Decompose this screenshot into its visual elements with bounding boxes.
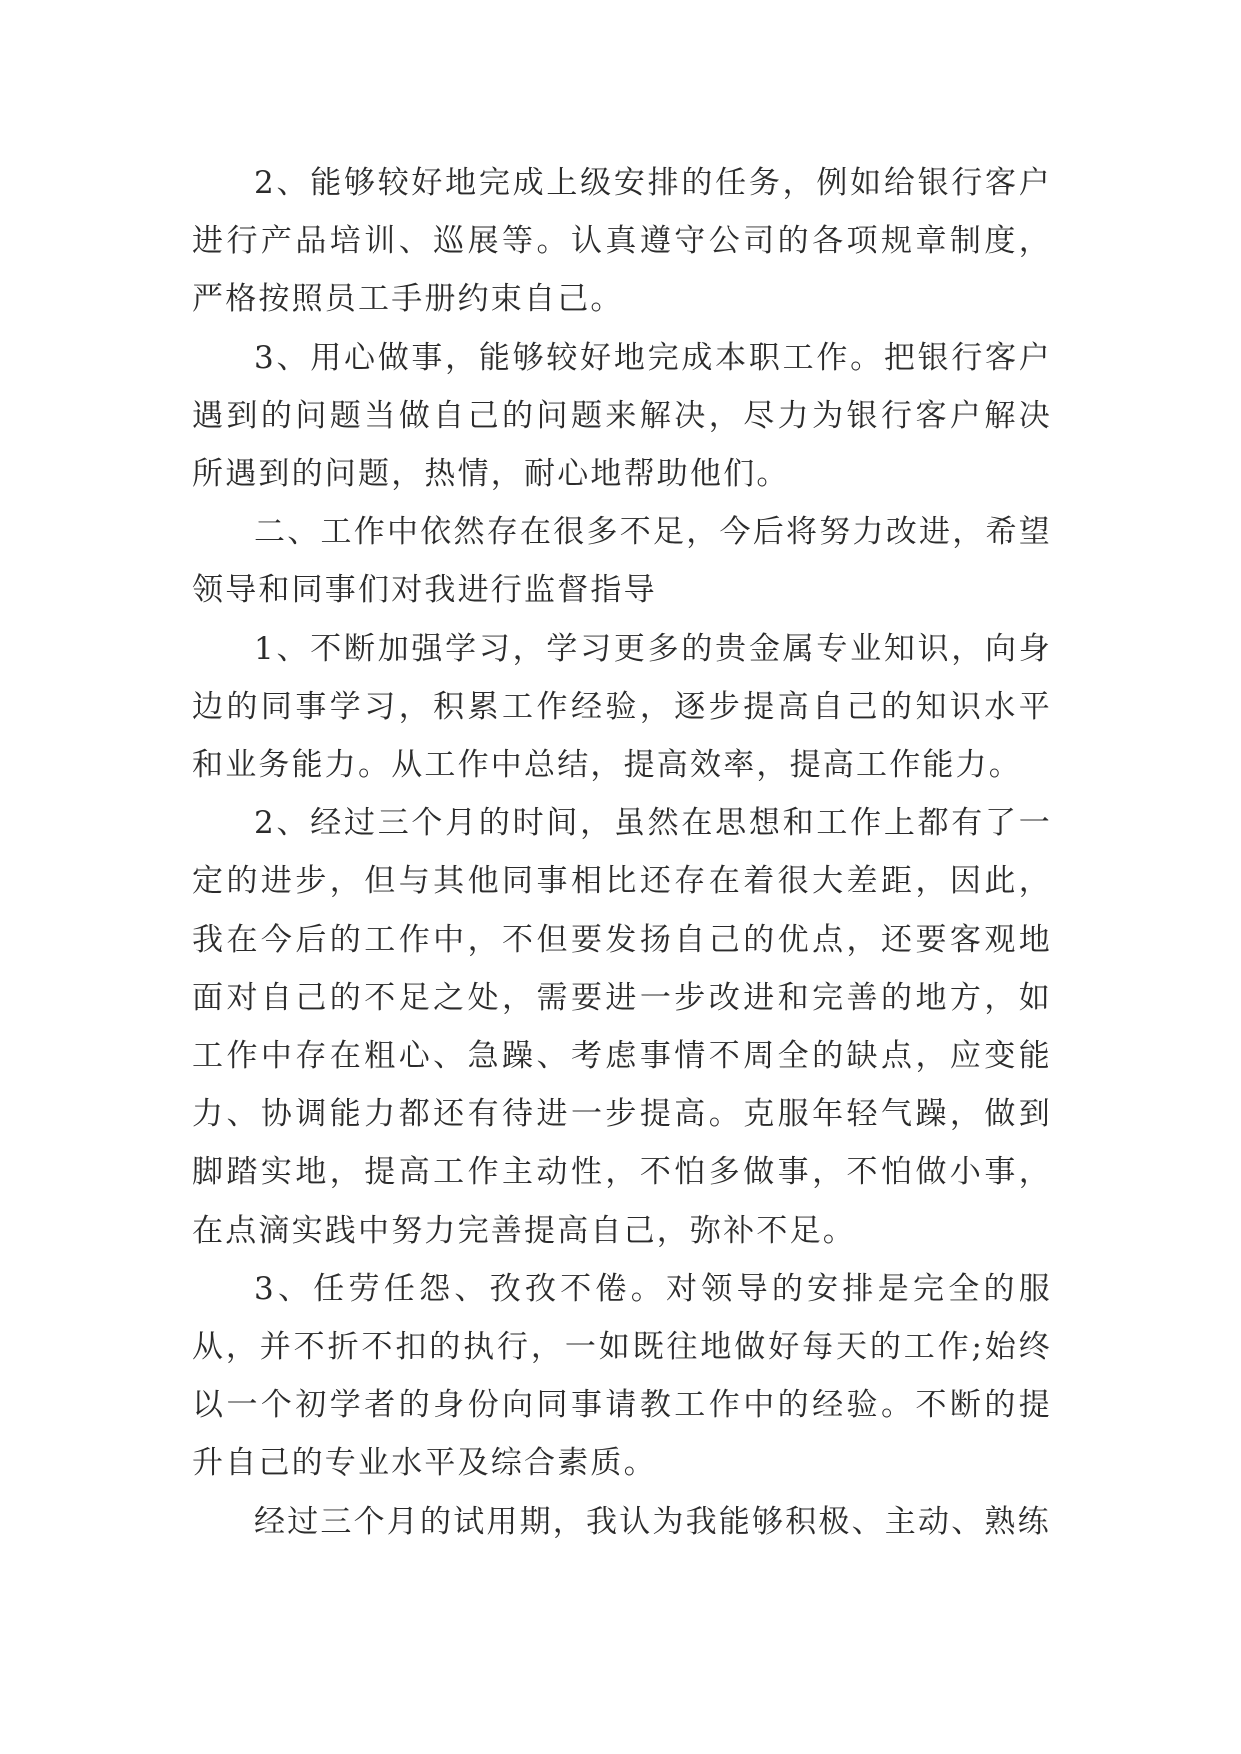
paragraph-improvement: 2、经过三个月的时间，虽然在思想和工作上都有了一定的进步，但与其他同事相比还存在着很大差距，因此，我在今后的工作中，不但要发扬自己的优点，还要客观地面对自己的不足之处，需要进一步改进和完善的地方，如工作中存在粗心、急躁、考虑事情不周全的缺点，应变能力、协调能力都还有待进一步提高。克服年轻气躁，做到脚踏实地，提高工作主动性，不怕多做事，不怕做小事，在点滴实践中努力完善提高自己，弥补不足。 [192,805,1052,1249]
section-heading-shortcomings: 二、工作中依然存在很多不足，今后将努力改进，希望领导和同事们对我进行监督指导 [192,514,1052,609]
paragraph-diligent-work: 3、用心做事，能够较好地完成本职工作。把银行客户遇到的问题当做自己的问题来解决，尽力为银行客户解决所遇到的问题，热情，耐心地帮助他们。 [192,339,1052,493]
paragraph-task-completion: 2、能够较好地完成上级安排的任务，例如给银行客户进行产品培训、巡展等。认真遵守公司的各项规章制度，严格按照员工手册约束自己。 [192,165,1052,318]
paragraph-continuous-learning: 1、不断加强学习，学习更多的贵金属专业知识，向身边的同事学习，积累工作经验，逐步提高自己的知识水平和业务能力。从工作中总结，提高效率，提高工作能力。 [192,630,1052,784]
paragraph-hardworking: 3、任劳任怨、孜孜不倦。对领导的安排是完全的服从，并不折不扣的执行，一如既往地做好每天的工作;始终以一个初学者的身份向同事请教工作中的经验。不断的提升自己的专业水平及综合素质。 [192,1270,1052,1482]
document-body [192,154,1052,1551]
paragraph-conclusion: 经过三个月的试用期，我认为我能够积极、主动、熟练 [254,1503,1051,1540]
